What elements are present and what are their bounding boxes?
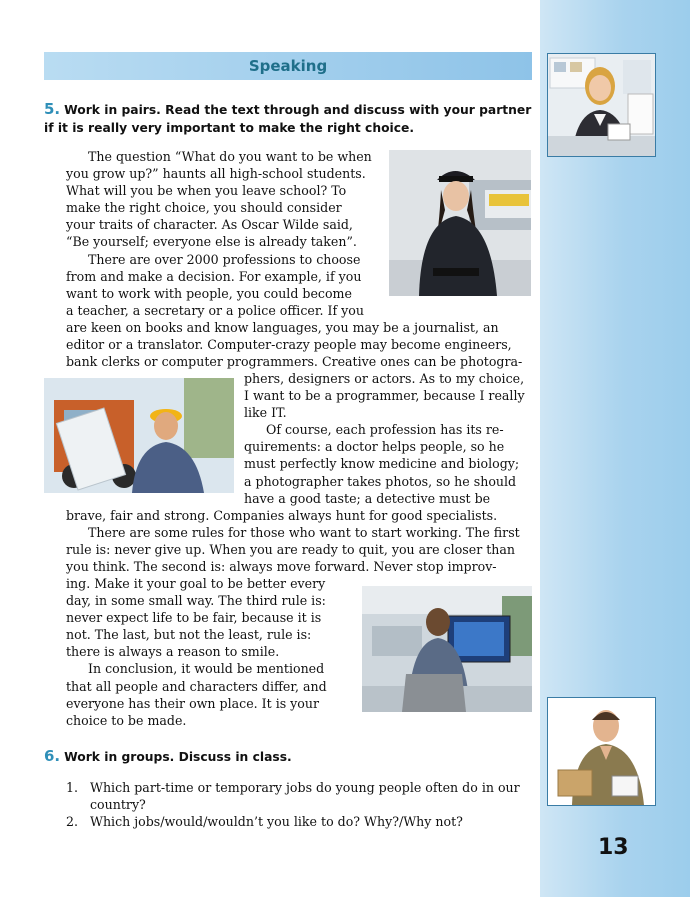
text-line: make the right choice, you should consider [66, 200, 342, 216]
text-line: ing. Make it your goal to be better every [66, 576, 326, 591]
text-line: from and make a decision. For example, if you [66, 268, 362, 284]
text-block-a [66, 148, 373, 319]
text-block-c [244, 370, 532, 507]
text-line: choice to be made. [66, 712, 187, 728]
list-item-text: Which jobs/would/wouldn’t you like to do? Why?/Why not? [90, 814, 463, 829]
text-line: quirements: a doctor helps people, so he [244, 439, 505, 455]
programmer-photo [362, 586, 532, 712]
police-officer-photo [389, 150, 531, 296]
text-line: day, in some small way. The third rule is: [66, 593, 326, 609]
text-block-e [66, 575, 345, 729]
text-line: like IT. [244, 405, 287, 421]
text-line: There are over 2000 professions to choose [88, 251, 361, 267]
section-title: Speaking [248, 57, 328, 75]
task-5 [44, 100, 532, 137]
text-line: that all people and characters differ, and [66, 678, 327, 694]
text-line: must perfectly know medicine and biology; [244, 456, 520, 472]
text-line: There are some rules for those who want to start working. The first [88, 525, 520, 541]
text-line: Of course, each profession has its re- [266, 422, 504, 438]
text-line: In conclusion, it would be mentioned [88, 661, 325, 677]
text-line: What will you be when you leave school? To [66, 183, 347, 199]
list-item-number: 2. [66, 814, 79, 829]
text-line: everyone has their own place. It is your [66, 695, 320, 711]
text-line: you think. The second is: always move forward. Never stop improv- [66, 559, 497, 575]
text-line: are keen on books and know languages, you may be a journalist, an [66, 320, 499, 335]
delivery-man-photo [547, 697, 656, 806]
text-line: a photographer takes photos, so he should [244, 473, 517, 489]
text-line: there is always a reason to smile. [66, 644, 280, 660]
list-item-text: Which part-time or temporary jobs do young people often do in our country? [90, 780, 520, 812]
text-line: never expect life to be fair, because it is [66, 610, 322, 626]
task-6 [44, 747, 532, 766]
text-line: “Be yourself; everyone else is already taken”. [66, 234, 357, 250]
task-6-number: 6. [44, 747, 61, 765]
text-line: your traits of character. As Oscar Wilde said, [66, 217, 353, 233]
text-line: rule is: never give up. When you are ready to quit, you are closer than [66, 542, 516, 558]
list-item [66, 813, 536, 830]
task-5-instruction: Work in pairs. Read the text through and discuss with your partner if it is really very important to make the right choice. [44, 103, 532, 135]
question-list [66, 779, 536, 830]
list-item-number: 1. [66, 780, 79, 795]
secretary-photo [547, 53, 656, 157]
text-line: have a good taste; a detective must be [244, 490, 491, 506]
text-line: bank clerks or computer programmers. Creative ones can be photogra- [66, 354, 523, 370]
page-number: 13 [598, 835, 629, 860]
text-block-b [66, 319, 532, 370]
text-line: editor or a translator. Computer-crazy people may become engineers, [66, 337, 512, 353]
section-header [44, 52, 532, 80]
construction-worker-photo [44, 378, 234, 493]
text-line: you grow up?” haunts all high-school students. [66, 166, 366, 182]
text-line: brave, fair and strong. Companies always hunt for good specialists. [66, 508, 498, 523]
text-line: The question “What do you want to be when [88, 149, 372, 164]
text-line: phers, designers or actors. As to my choice, [244, 371, 525, 386]
list-item [66, 779, 536, 813]
task-6-instruction: Work in groups. Discuss in class. [64, 750, 292, 764]
text-block-d [66, 507, 532, 575]
text-line: want to work with people, you could become [66, 285, 352, 301]
task-5-number: 5. [44, 100, 61, 118]
text-line: I want to be a programmer, because I really [244, 388, 525, 404]
text-line: a teacher, a secretary or a police officer. If you [66, 302, 364, 318]
text-line: not. The last, but not the least, rule is: [66, 627, 312, 643]
